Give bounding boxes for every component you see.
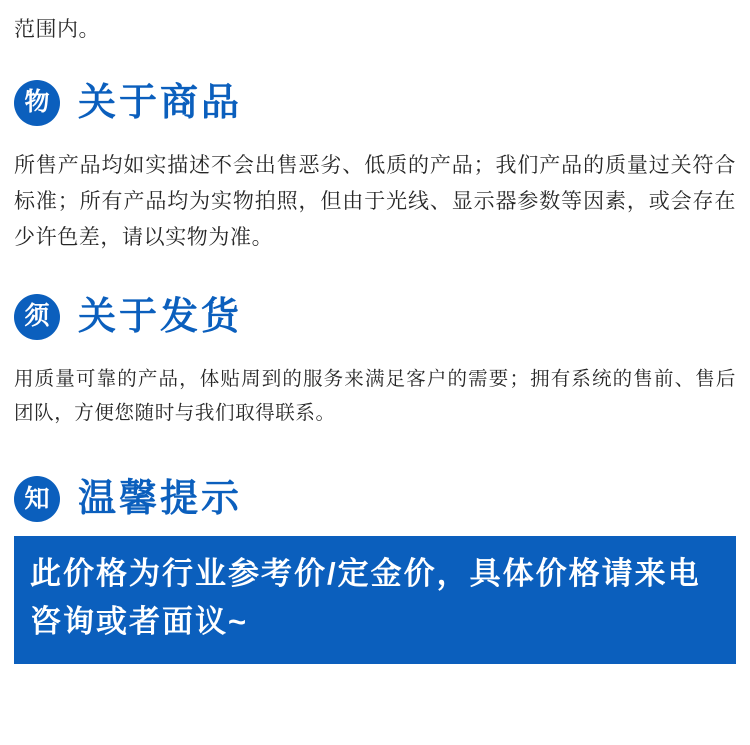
section-header-shipping [14,294,736,340]
section-title-shipping: 关于发货 [78,295,243,338]
spacer [14,126,736,148]
section-header-notice [14,476,736,522]
spacer [14,46,736,80]
price-notice-banner: 此价格为行业参考价/定金价，具体价格请来电咨询或者面议~ [14,536,736,664]
section-header-product [14,80,736,126]
section-body-product: 所售产品均如实描述不会出售恶劣、低质的产品；我们产品的质量过关符合标准；所有产品均为实物拍照，但由于光线、显示器参数等因素，或会存在少许色差，请以实物为准。 [14,153,736,249]
section-title-notice: 温馨提示 [78,478,243,521]
section-body-shipping: 用质量可靠的产品，体贴周到的服务来满足客户的需要；拥有系统的售前、售后团队，方便您随时与我们取得联系。 [14,367,736,424]
section-title-product: 关于商品 [78,81,243,124]
carryover-text: 范围内。 [14,18,100,41]
section-badge-icon: 须 [14,294,60,340]
section-badge-icon: 知 [14,476,60,522]
spacer [14,340,736,362]
section-badge-icon: 物 [14,80,60,126]
spacer [14,256,736,294]
spacer [14,430,736,476]
